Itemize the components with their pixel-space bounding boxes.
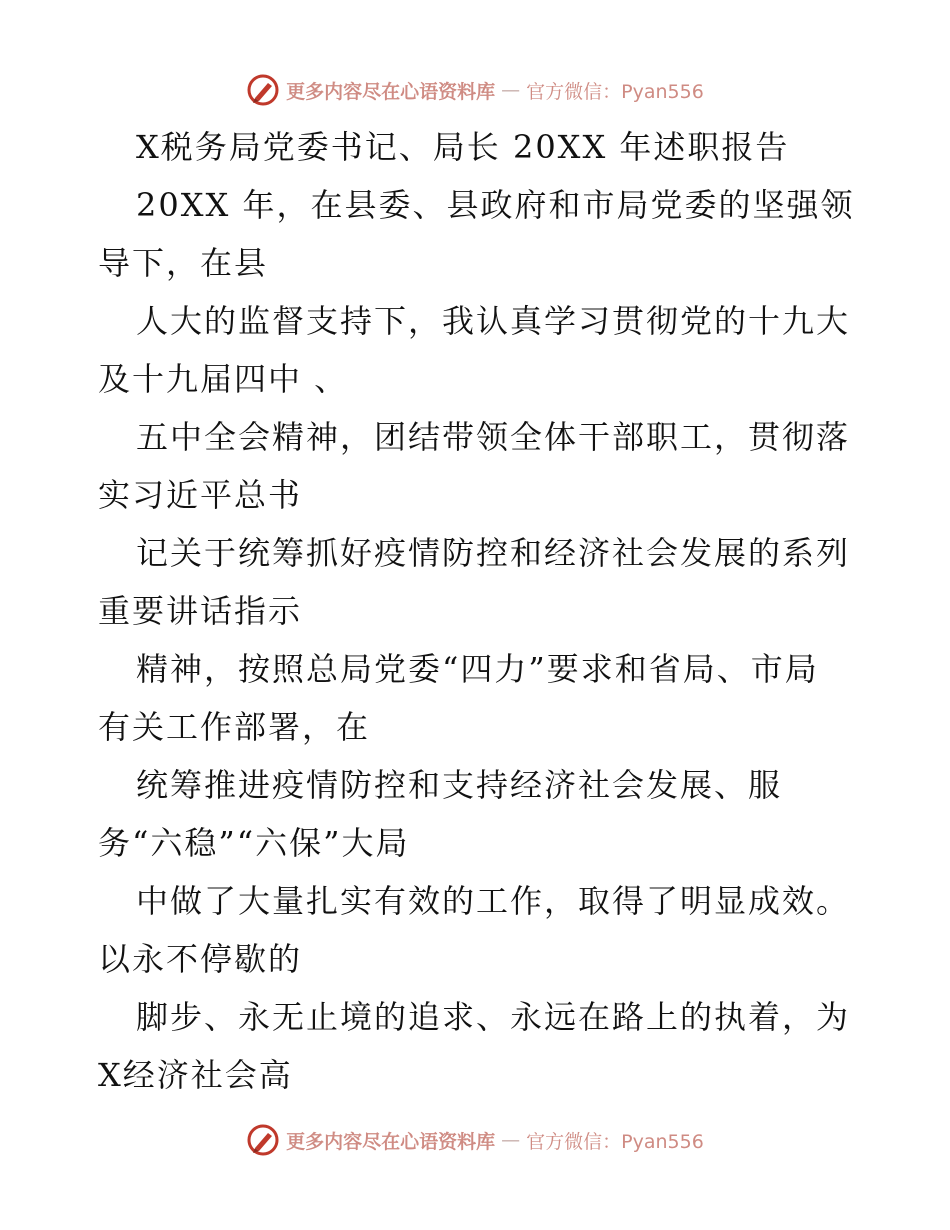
paragraph-line: 记关于统筹抓好疫情防控和经济社会发展的系列 xyxy=(136,534,851,572)
paragraph-line: 五中全会精神，团结带领全体干部职工，贯彻落 xyxy=(136,418,851,456)
paragraph-line: 统筹推进疫情防控和支持经济社会发展、服 xyxy=(136,766,783,804)
banner-title: 更多内容尽在心语资料库 xyxy=(286,80,496,103)
paragraph-line: 及十九届四中 、 xyxy=(98,360,349,398)
document-title-line: X税务局党委书记、局长 20XX 年述职报告 xyxy=(136,128,790,166)
banner-separator: — xyxy=(501,79,521,101)
paragraph-line: 务“六稳”“六保”大局 xyxy=(98,824,410,862)
paragraph-line: 人大的监督支持下，我认真学习贯彻党的十九大 xyxy=(136,302,851,340)
paragraph-line: 20XX 年，在县委、县政府和市局党委的坚强领 xyxy=(136,186,855,224)
paragraph-line: 重要讲话指示 xyxy=(98,592,303,630)
document-body xyxy=(98,118,858,1104)
banner-contact: 官方微信：Pyan556 xyxy=(526,1130,704,1153)
banner-title: 更多内容尽在心语资料库 xyxy=(286,1130,496,1153)
paragraph-line: 中做了大量扎实有效的工作，取得了明显成效。 xyxy=(136,882,851,920)
pen-circle-logo-icon xyxy=(246,1123,280,1157)
banner-contact: 官方微信：Pyan556 xyxy=(526,80,704,103)
footer-banner xyxy=(0,1120,950,1160)
paragraph-line: 脚步、永无止境的追求、永远在路上的执着，为 xyxy=(136,998,851,1036)
paragraph-line: 导下，在县 xyxy=(98,244,269,282)
paragraph-line: 以永不停歇的 xyxy=(98,940,303,978)
paragraph-line: 实习近平总书 xyxy=(98,476,303,514)
pen-circle-logo-icon xyxy=(246,73,280,107)
paragraph-line: 精神，按照总局党委“四力”要求和省局、市局 xyxy=(136,650,819,688)
paragraph-line: 有关工作部署，在 xyxy=(98,708,371,746)
paragraph-line: X经济社会高 xyxy=(98,1056,293,1094)
header-banner xyxy=(0,70,950,110)
banner-separator: — xyxy=(501,1129,521,1151)
